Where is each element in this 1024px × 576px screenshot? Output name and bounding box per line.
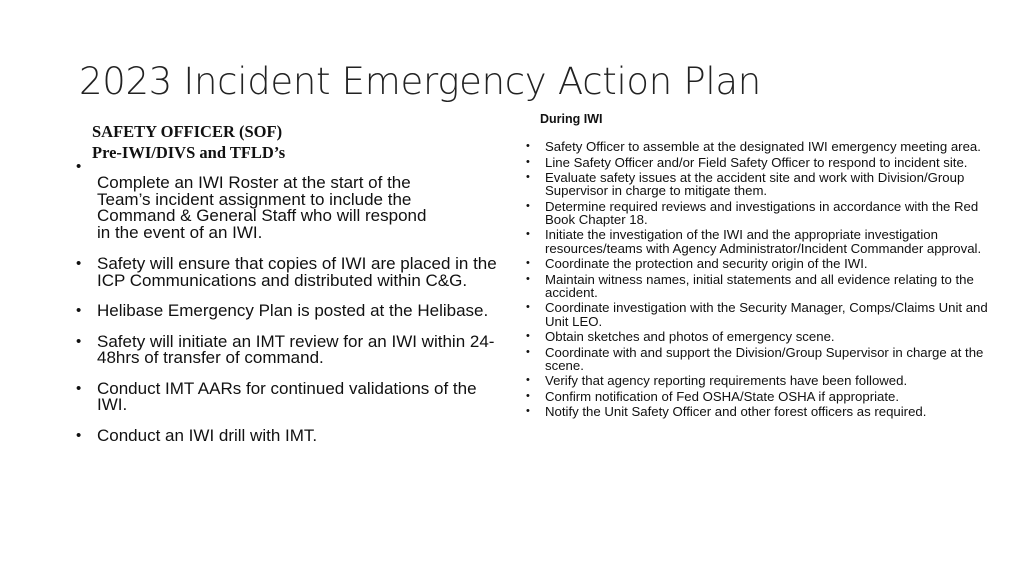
- list-item: [524, 374, 1004, 387]
- bullet-icon: •: [526, 171, 530, 183]
- bullet-icon: •: [526, 345, 530, 358]
- bullet-icon: •: [76, 255, 82, 272]
- list-item: [76, 159, 506, 241]
- list-item-text: Safety will initiate an IMT review for an IWI within 24-48hrs of transfer of command.: [97, 331, 495, 367]
- list-item-text: Safety will ensure that copies of IWI are placed in the ICP Communications and distributed within C&G.: [97, 254, 497, 290]
- list-item: [76, 378, 506, 414]
- list-item: [76, 425, 506, 445]
- list-item: [524, 346, 1004, 372]
- list-item-text: Confirm notification of Fed OSHA/State OSHA if appropriate.: [545, 388, 900, 404]
- bullet-icon: •: [526, 389, 530, 402]
- bullet-icon: •: [526, 155, 530, 168]
- list-item: [524, 200, 1004, 226]
- list-item: [76, 256, 506, 289]
- left-bullet-list: [76, 159, 506, 458]
- bullet-icon: •: [76, 302, 82, 319]
- bullet-icon: •: [76, 426, 82, 444]
- list-item: [524, 330, 1004, 343]
- bullet-icon: •: [526, 228, 530, 241]
- list-item: [76, 303, 506, 320]
- bullet-icon: •: [526, 199, 530, 212]
- bullet-icon: •: [76, 158, 82, 175]
- bullet-icon: •: [526, 140, 530, 152]
- bullet-icon: •: [526, 257, 530, 270]
- left-heading-line2: Pre-IWI/DIVS and TFLD’s: [92, 143, 286, 162]
- list-item-text: Coordinate investigation with the Security Manager, Comps/Claims Unit and Unit LEO.: [545, 300, 988, 329]
- list-item: [524, 273, 1004, 299]
- right-bullet-list: [524, 140, 1004, 421]
- left-heading: [92, 121, 285, 163]
- list-item: [524, 156, 1004, 169]
- bullet-icon: •: [76, 379, 82, 397]
- list-item-text: Coordinate the protection and security origin of the IWI.: [545, 256, 868, 272]
- list-item: [524, 301, 1004, 327]
- list-item-text: Helibase Emergency Plan is posted at the Helibase.: [97, 301, 489, 320]
- list-item-text: Obtain sketches and photos of emergency scene.: [545, 329, 835, 345]
- list-item-text: Notify the Unit Safety Officer and other forest officers as required.: [545, 404, 927, 420]
- page-title: 2023 Incident Emergency Action Plan: [79, 60, 761, 103]
- bullet-icon: •: [526, 330, 530, 343]
- list-item-text: Safety Officer to assemble at the designated IWI emergency meeting area.: [545, 139, 981, 154]
- left-heading-line1: SAFETY OFFICER (SOF): [92, 122, 283, 141]
- list-item-text: Evaluate safety issues at the accident site and work with Division/Group Supervisor in charge to mitigate them.: [545, 170, 965, 199]
- list-item-text: Maintain witness names, initial statements and all evidence relating to the accident.: [545, 271, 974, 300]
- bullet-icon: •: [526, 405, 530, 418]
- list-item: [524, 405, 1004, 418]
- list-item-text: Initiate the investigation of the IWI and the appropriate investigation resources/teams with Agency Administrator/Incident Commander approval.: [545, 227, 982, 256]
- bullet-icon: •: [526, 272, 530, 285]
- list-item-text: Coordinate with and support the Division/Group Supervisor in charge at the scene.: [545, 344, 984, 373]
- bullet-icon: •: [526, 374, 530, 387]
- list-item: [76, 331, 506, 367]
- right-heading: During IWI: [540, 112, 603, 126]
- list-item: [524, 390, 1004, 403]
- list-item: [524, 228, 1004, 254]
- list-item-text: Determine required reviews and investigations in accordance with the Red Book Chapter 18.: [545, 198, 979, 227]
- bullet-icon: •: [526, 301, 530, 314]
- list-item: [524, 257, 1004, 270]
- list-item-text: Conduct IMT AARs for continued validations of the IWI.: [97, 378, 477, 414]
- list-item-text: Conduct an IWI drill with IMT.: [97, 425, 318, 445]
- bullet-icon: •: [76, 332, 82, 350]
- list-item-text: Line Safety Officer and/or Field Safety Officer to respond to incident site.: [545, 154, 968, 170]
- list-item-text: Complete an IWI Roster at the start of the Team’s incident assignment to include the Command & General Staff who will respond in the event of an IWI.: [97, 173, 427, 242]
- list-item: [524, 140, 1004, 153]
- list-item: [524, 171, 1004, 197]
- list-item-text: Verify that agency reporting requirements have been followed.: [545, 373, 908, 389]
